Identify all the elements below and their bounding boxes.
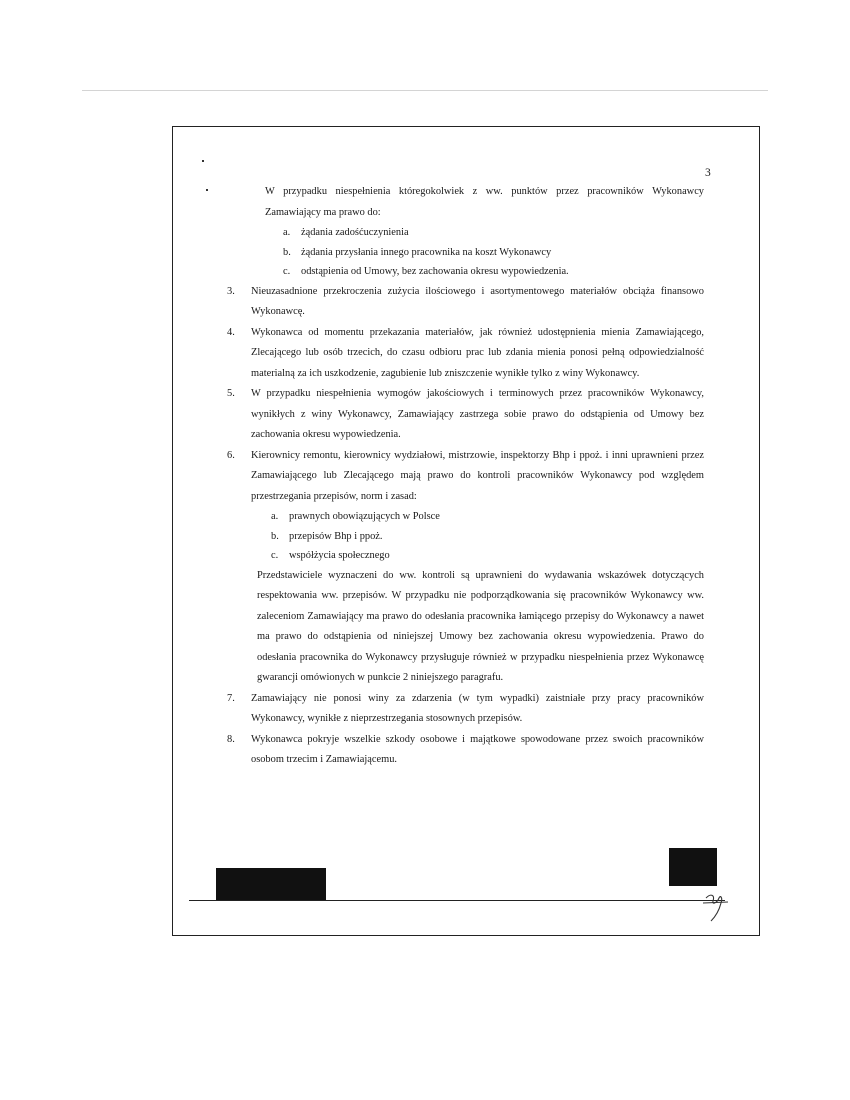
point-text: Nieuzasadnione przekroczenia zużycia ilościowego i asortymentowego materiałów obciąża finansowo Wykonawcę.: [251, 285, 704, 317]
item-marker: a.: [283, 227, 291, 238]
intro-paragraph: W przypadku niespełnienia któregokolwiek z ww. punktów przez pracowników Wykonawcy Zamawiający ma prawo do:: [265, 186, 704, 218]
item-text: przepisów Bhp i ppoż.: [289, 530, 383, 542]
point-number: 8.: [227, 733, 235, 745]
point-text: Wykonawca od momentu przekazania materiałów, jak również udostępnienia mienia Zamawiającego, Zlecającego lub osób trzecich, do czasu odbioru prac lub zdania mienia ponosi pełną odpowiedzialność materialną za ich uszkodzenie, zagubienie lub zniszczenie wynikłe tylko z winy Wykonawcy.: [251, 326, 704, 379]
item-marker: b.: [283, 246, 291, 258]
signature-initials: [703, 889, 729, 923]
intro-sub-list: [227, 223, 704, 282]
list-item: [283, 243, 704, 263]
item-text: współżycia społecznego: [289, 550, 390, 561]
point-7: [227, 689, 704, 730]
point-5: [227, 384, 704, 446]
document-body: [227, 182, 704, 771]
item-text: prawnych obowiązujących w Polsce: [289, 511, 440, 522]
point-6: [227, 446, 704, 689]
point-text: Kierownicy remontu, kierownicy wydziałowi, mistrzowie, inspektorzy Bhp i ppoż. i inni uprawnieni przez Zamawiającego lub Zlecającego mają prawo do kontroli pracowników Wykonawcy pod względem przestrzegania przepisów, norm i zasad:: [251, 449, 704, 502]
numbered-points: [227, 282, 704, 771]
list-item: [283, 223, 704, 243]
scan-speck: [202, 160, 204, 162]
item-text: żądania przysłania innego pracownika na koszt Wykonawcy: [301, 246, 552, 258]
redaction-block-right: [669, 848, 717, 886]
list-item: [271, 527, 704, 547]
point-8: [227, 730, 704, 771]
list-item: [283, 262, 704, 282]
list-item: [271, 507, 704, 527]
point-6-sub-list: [251, 507, 704, 566]
point-number: 4.: [227, 326, 235, 338]
list-item: [271, 546, 704, 566]
point-4: [227, 323, 704, 385]
redaction-block-left: [216, 868, 326, 900]
item-text: żądania zadośćuczynienia: [301, 227, 409, 238]
item-marker: c.: [271, 550, 279, 561]
scanned-page: [172, 126, 760, 936]
point-number: 5.: [227, 388, 235, 399]
page-number: 3: [705, 167, 711, 179]
point-3: [227, 282, 704, 323]
item-marker: a.: [271, 511, 279, 522]
point-text: W przypadku niespełnienia wymogów jakościowych i terminowych przez pracowników Wykonawcy, wynikłych z winy Wykonawcy, Zamawiający zastrzega sobie prawo do odstąpienia od Umowy bez zachowania okresu wypowiedzenia.: [251, 388, 704, 440]
point-number: 6.: [227, 449, 235, 461]
scan-speck: [206, 189, 208, 191]
point-number: 3.: [227, 285, 235, 297]
page-top-divider: [82, 90, 768, 91]
point-text: Wykonawca pokryje wszelkie szkody osobowe i majątkowe spowodowane przez swoich pracowników osobom trzecim i Zamawiającemu.: [251, 733, 704, 765]
item-marker: c.: [283, 266, 291, 277]
point-number: 7.: [227, 692, 235, 704]
point-text: Zamawiający nie ponosi winy za zdarzenia (w tym wypadki) zaistniałe przy pracy pracowników Wykonawcy, wynikłe z nieprzestrzegania stosownych przepisów.: [251, 692, 704, 724]
point-6-continuation: Przedstawiciele wyznaczeni do ww. kontroli są uprawnieni do wydawania wskazówek dotyczących respektowania ww. przepisów. W przypadku nie podporządkowania się pracowników Wykonawcy ww. zaleceniom Zamawiający ma prawo do odesłania pracownika łamiącego przepisy do Wykonawcy a nawet ma prawo do odstąpienia od niniejszej Umowy bez zachowania okresu wypowiedzenia. Prawo do odesłania pracownika do Wykonawcy przysługuje również w przypadku niespełnienia przez Wykonawcę gwarancji omówionych w punkcie 2 niniejszego paragrafu.: [257, 569, 704, 683]
footer-rule: [189, 900, 725, 901]
item-text: odstąpienia od Umowy, bez zachowania okresu wypowiedzenia.: [301, 266, 569, 277]
item-marker: b.: [271, 530, 279, 542]
